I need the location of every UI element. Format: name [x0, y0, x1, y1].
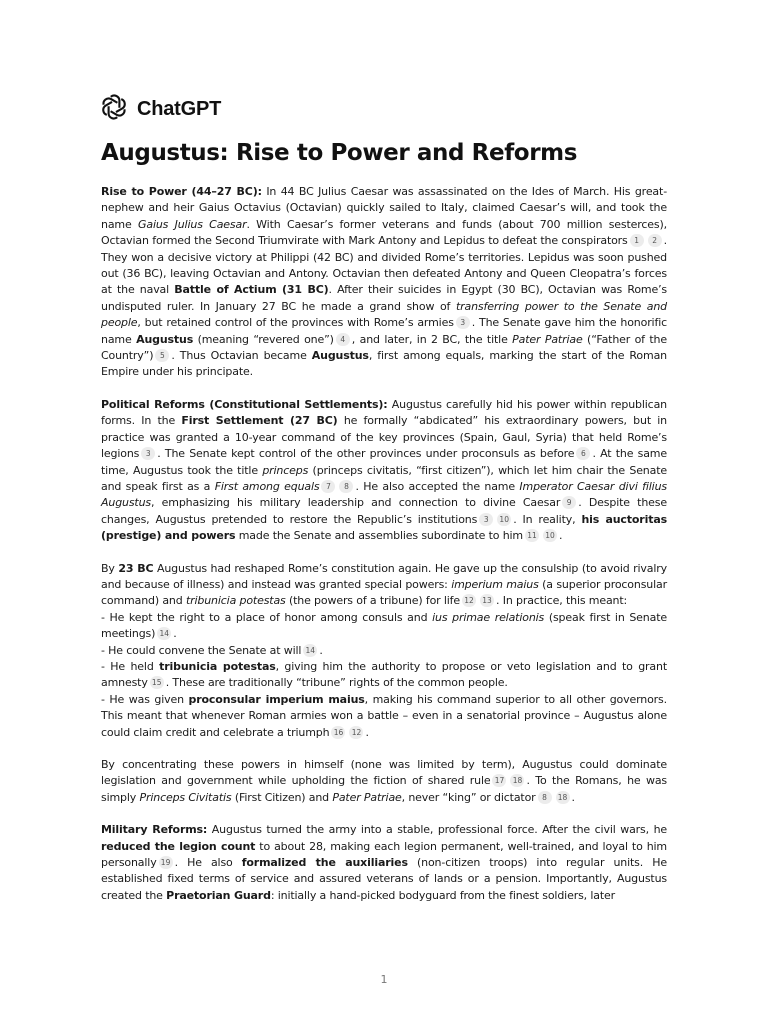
citation-badge[interactable]: 10: [543, 529, 557, 542]
text-run: Augustus had reshaped Rome’s constitution again. He gave up the consulship (to avoid rivalry and because of illness) and instead was granted special powers:: [101, 561, 667, 591]
italic-text: Imperator Caesar divi filius Augustus: [101, 479, 667, 510]
italic-text: Pater Patriae: [332, 790, 402, 804]
text-run: In 44 BC Julius Caesar was assassinated on the Ides of March. His great-nephew and heir Gaius Octavius (Octavian) quickly sailed to Italy, claimed Caesar’s will, and took the name: [101, 185, 668, 231]
bold-text: Political Reforms (Constitutional Settlements):: [101, 397, 388, 411]
paragraph: [101, 757, 667, 806]
citation-badge[interactable]: 17: [492, 774, 506, 787]
document-body: [101, 184, 667, 920]
text-run: (non-citizen troops) into regular units. He established fixed terms of service and assured veterans of lands or a pension. Importantly, Augustus created the: [101, 856, 667, 902]
bold-text: 23 BC: [118, 561, 154, 575]
openai-logo-icon: [101, 94, 127, 124]
text-run: . Thus Octavian became: [171, 349, 312, 363]
citation-badge[interactable]: 12: [462, 594, 476, 607]
citation-badge[interactable]: 18: [510, 774, 524, 787]
italic-text: princeps: [262, 463, 309, 477]
text-run: . In reality,: [513, 512, 582, 526]
italic-text: Pater Patriae: [512, 332, 583, 346]
citation-badge[interactable]: 9: [562, 496, 576, 509]
italic-text: imperium maius: [451, 577, 539, 591]
text-run: . He also: [174, 856, 242, 870]
citation-badge[interactable]: 13: [480, 594, 494, 607]
text-run: (princeps civitatis, “first citizen”), which let him chair the Senate and speak first as a: [101, 463, 668, 493]
text-run: .: [365, 725, 369, 739]
text-run: Augustus carefully hid his power within republican forms. In the: [101, 397, 667, 428]
text-run: .: [319, 643, 323, 657]
paragraph: [101, 822, 667, 904]
italic-text: transferring power to the Senate and people: [101, 299, 667, 330]
bold-text: Rise to Power (44–27 BC):: [101, 185, 262, 198]
citation-badge[interactable]: 11: [525, 529, 539, 542]
brand-header: [101, 94, 221, 124]
text-run: By: [101, 561, 119, 575]
text-run: . The Senate gave him the honorific name: [101, 316, 667, 346]
citation-badge[interactable]: 3: [141, 447, 155, 460]
citation-badge[interactable]: 12: [349, 726, 363, 739]
text-run: , first among equals, marking the start of the Roman Empire under his principate.: [101, 349, 667, 379]
text-run: Augustus turned the army into a stable, professional force. After the civil wars, he: [207, 823, 668, 837]
citation-badge[interactable]: 8: [538, 791, 552, 804]
bold-text: Military Reforms:: [101, 823, 208, 837]
text-run: , emphasizing his military leadership and connection to divine Caesar: [151, 496, 561, 510]
text-run: : initially a hand-picked bodyguard from the finest soldiers, later: [270, 888, 615, 902]
text-run: . With Caesar’s former veterans and funds (about 700 million sesterces), Octavian formed the Second Triumvirate with Mark Antony and Lepidus to defeat the conspirators: [101, 217, 667, 248]
bold-text: tribunicia potestas: [159, 659, 276, 673]
italic-text: tribunicia potestas: [185, 594, 286, 608]
citation-badge[interactable]: 4: [336, 333, 350, 346]
italic-text: Gaius Julius Caesar: [137, 217, 247, 231]
text-run: . In practice, this meant:: [496, 594, 628, 608]
brand-name: ChatGPT: [137, 97, 222, 120]
text-run: , and later, in 2 BC, the title: [351, 332, 513, 346]
text-run: .: [559, 529, 563, 543]
citation-badge[interactable]: 14: [157, 627, 171, 640]
citation-badge[interactable]: 10: [497, 513, 511, 526]
text-run: .: [173, 627, 177, 641]
bold-text: Battle of Actium (31 BC): [174, 283, 329, 297]
text-run: . After their suicides in Egypt (30 BC), Octavian was Rome’s undisputed ruler. In January 27 BC he made a grand show of: [101, 283, 668, 313]
text-run: to about 28, making each legion permanent, well-trained, and loyal to him personally: [101, 839, 668, 870]
text-run: . Despite these changes, Augustus pretended to restore the Republic’s institutions: [101, 496, 667, 526]
text-run: . At the same time, Augustus took the title: [101, 447, 667, 477]
text-run: - He was given: [101, 692, 189, 706]
citation-badge[interactable]: 16: [331, 726, 345, 739]
bold-text: his auctoritas (prestige) and powers: [101, 512, 667, 543]
text-run: (meaning “revered one”): [193, 332, 334, 346]
text-run: made the Senate and assemblies subordinate to him: [235, 529, 524, 543]
text-run: (the powers of a tribune) for life: [285, 594, 461, 608]
citation-badge[interactable]: 2: [648, 234, 662, 247]
text-run: he formally “abdicated” his extraordinary powers, but in practice was granted a 10-year command of the key provinces (Spain, Gaul, Syria) that held Rome’s legions: [101, 414, 667, 461]
page-title: Augustus: Rise to Power and Reforms: [101, 140, 577, 166]
citation-badge[interactable]: 18: [556, 791, 570, 804]
text-run: - He kept the right to a place of honor among consuls and: [101, 610, 433, 624]
citation-badge[interactable]: 1: [630, 234, 644, 247]
bold-text: Augustus: [136, 332, 194, 346]
citation-badge[interactable]: 6: [576, 447, 590, 460]
text-run: . The Senate kept control of the other provinces under proconsuls as before: [157, 447, 575, 461]
citation-badge[interactable]: 3: [479, 513, 493, 526]
bold-text: formalized the auxiliaries: [241, 856, 408, 870]
text-run: . They won a decisive victory at Philippi (42 BC) and divided Rome’s territories. Lepidus was soon pushed out (36 BC), leaving Octavian and Antony. Octavian then defeated Antony and Queen Cleopatra’s forces at the naval: [101, 234, 667, 297]
text-run: , making his command superior to all other governors. This meant that whenever Roman armies won a battle – even in a senatorial province – Augustus alone could claim credit and celebrate a triumph: [101, 692, 667, 739]
bold-text: Praetorian Guard: [166, 888, 271, 902]
italic-text: First among equals: [214, 479, 320, 493]
text-run: , giving him the authority to propose or veto legislation and to grant amnesty: [101, 659, 667, 690]
citation-badge[interactable]: 5: [155, 349, 169, 362]
bold-text: Augustus: [311, 349, 369, 363]
bold-text: proconsular imperium maius: [188, 692, 365, 706]
page-number: 1: [380, 973, 388, 986]
bold-text: reduced the legion count: [101, 839, 256, 853]
text-run: (First Citizen) and: [231, 790, 333, 804]
paragraph: [101, 184, 667, 381]
citation-badge[interactable]: 14: [303, 644, 317, 657]
citation-badge[interactable]: 7: [321, 480, 335, 493]
text-run: - He could convene the Senate at will: [101, 643, 302, 657]
italic-text: Princeps Civitatis: [139, 790, 232, 804]
italic-text: ius primae relationis: [432, 610, 545, 624]
text-run: - He held: [101, 659, 160, 673]
text-run: , but retained control of the provinces with Rome’s armies: [137, 316, 454, 330]
text-run: (a superior proconsular command) and: [101, 577, 667, 608]
text-run: . He also accepted the name: [355, 479, 520, 493]
paragraph: [101, 561, 667, 741]
citation-badge[interactable]: 19: [159, 856, 173, 869]
text-run: By concentrating these powers in himself (none was limited by term), Augustus could dominate legislation and government while upholding the fiction of shared rule: [101, 758, 667, 788]
bold-text: First Settlement (27 BC): [181, 414, 338, 428]
citation-badge[interactable]: 3: [456, 316, 470, 329]
text-run: .: [571, 790, 575, 804]
text-run: (“Father of the Country”): [101, 332, 667, 363]
text-run: . These are traditionally “tribune” rights of the common people.: [165, 676, 508, 690]
citation-badge[interactable]: 15: [150, 676, 164, 689]
text-run: . To the Romans, he was simply: [101, 774, 667, 804]
citation-badge[interactable]: 8: [339, 480, 353, 493]
text-run: (speak first in Senate meetings): [101, 610, 667, 641]
paragraph: [101, 397, 667, 545]
text-run: , never “king” or dictator: [401, 790, 536, 804]
